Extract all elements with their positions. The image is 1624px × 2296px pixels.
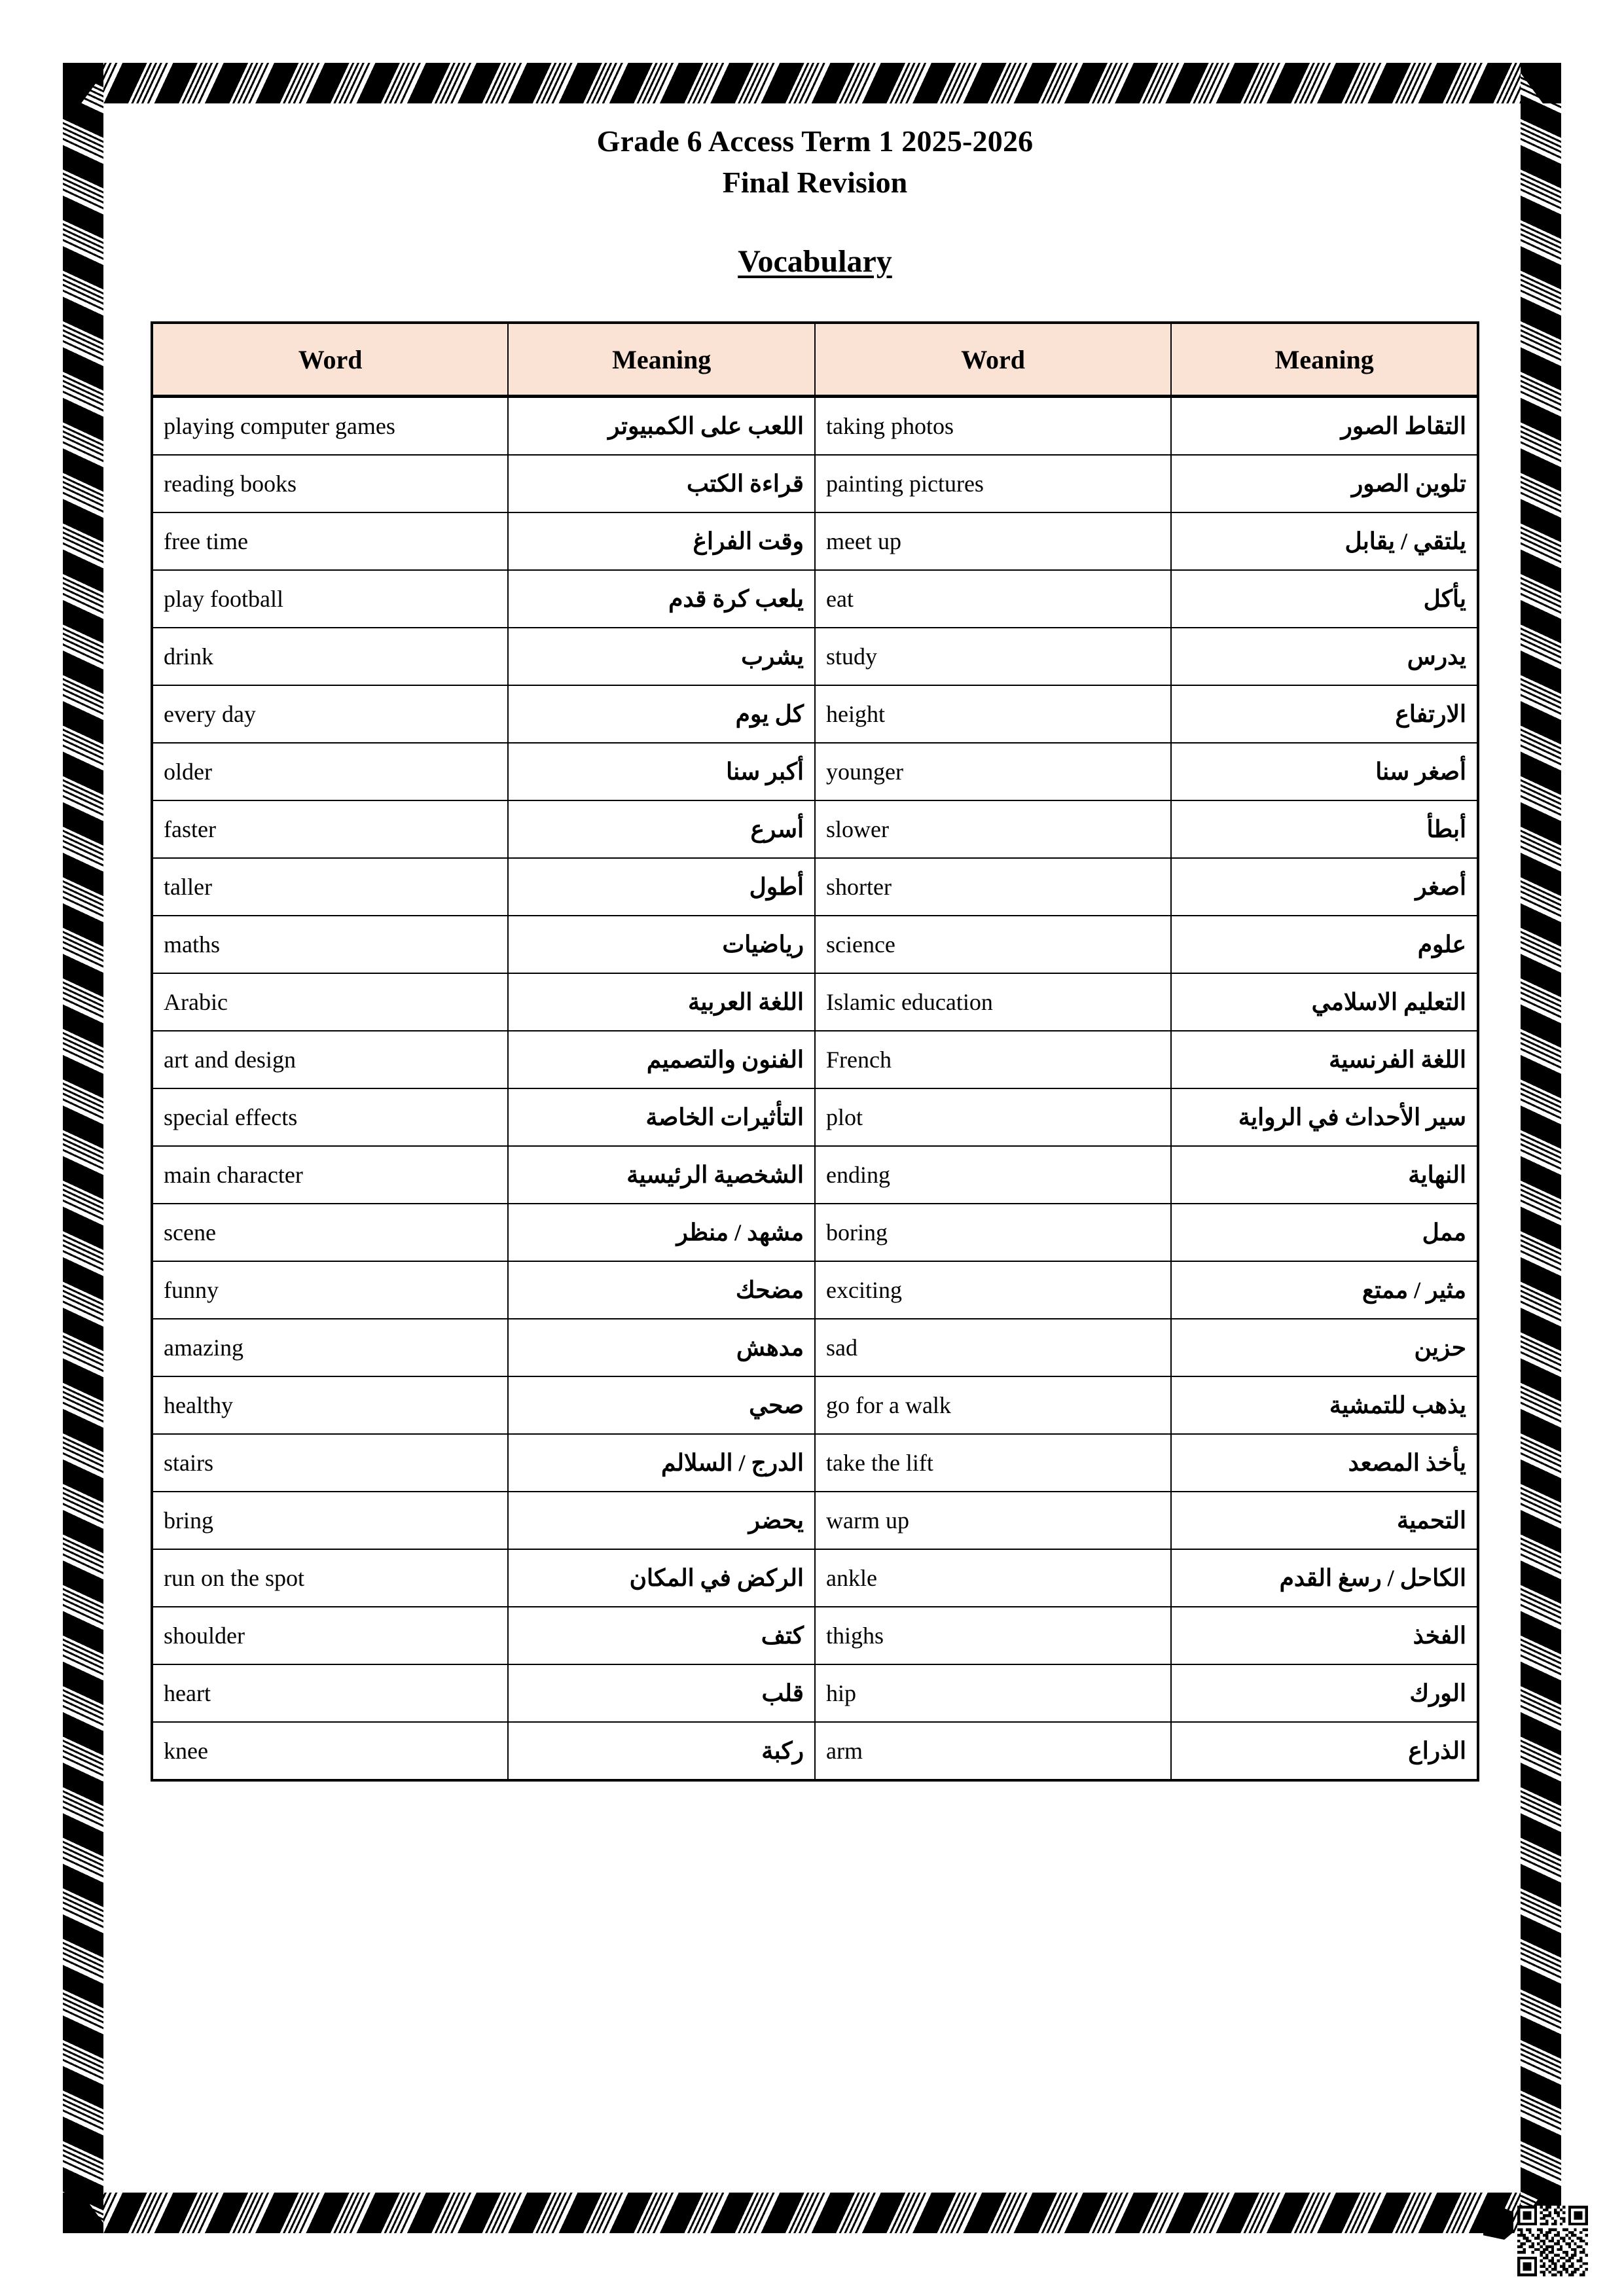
vocab-word-2: go for a walk bbox=[815, 1376, 1171, 1434]
table-row bbox=[152, 858, 1478, 916]
vocab-meaning-2: أبطأ bbox=[1171, 800, 1478, 858]
table-row bbox=[152, 1204, 1478, 1261]
vocab-word-2: exciting bbox=[815, 1261, 1171, 1319]
vocab-word-2: ending bbox=[815, 1146, 1171, 1204]
section-heading bbox=[151, 243, 1479, 279]
footer-qr-area bbox=[1483, 2206, 1588, 2284]
border-top bbox=[72, 63, 1552, 103]
vocab-meaning-2: يلتقي / يقابل bbox=[1171, 512, 1478, 570]
table-row bbox=[152, 1319, 1478, 1376]
vocab-word-2: shorter bbox=[815, 858, 1171, 916]
vocab-word-2: arm bbox=[815, 1722, 1171, 1780]
vocab-word-2: boring bbox=[815, 1204, 1171, 1261]
vocab-word-1: taller bbox=[152, 858, 508, 916]
vocab-meaning-2: يدرس bbox=[1171, 628, 1478, 685]
table-row bbox=[152, 1434, 1478, 1492]
vocab-meaning-1: أطول bbox=[508, 858, 815, 916]
vocab-word-1: art and design bbox=[152, 1031, 508, 1088]
vocab-word-2: height bbox=[815, 685, 1171, 743]
vocab-meaning-2: يأخذ المصعد bbox=[1171, 1434, 1478, 1492]
vocab-word-2: Islamic education bbox=[815, 973, 1171, 1031]
vocab-meaning-2: التعليم الاسلامي bbox=[1171, 973, 1478, 1031]
table-row bbox=[152, 1261, 1478, 1319]
table-row bbox=[152, 1492, 1478, 1549]
table-row bbox=[152, 973, 1478, 1031]
vocab-meaning-1: قراءة الكتب bbox=[508, 455, 815, 512]
vocab-word-2: meet up bbox=[815, 512, 1171, 570]
table-row bbox=[152, 1722, 1478, 1780]
vocab-word-1: stairs bbox=[152, 1434, 508, 1492]
column-header-word-1: Word bbox=[152, 323, 508, 397]
vocab-word-2: taking photos bbox=[815, 397, 1171, 456]
vocab-word-1: every day bbox=[152, 685, 508, 743]
vocab-meaning-2: يذهب للتمشية bbox=[1171, 1376, 1478, 1434]
border-corner-bottom-left bbox=[63, 2193, 103, 2233]
vocab-meaning-1: ركبة bbox=[508, 1722, 815, 1780]
vocab-meaning-2: الورك bbox=[1171, 1664, 1478, 1722]
vocab-meaning-2: سير الأحداث في الرواية bbox=[1171, 1088, 1478, 1146]
vocab-meaning-1: الدرج / السلالم bbox=[508, 1434, 815, 1492]
vocab-word-2: sad bbox=[815, 1319, 1171, 1376]
table-row bbox=[152, 743, 1478, 800]
table-row bbox=[152, 512, 1478, 570]
vocab-meaning-1: الشخصية الرئيسية bbox=[508, 1146, 815, 1204]
table-row bbox=[152, 1088, 1478, 1146]
vocab-meaning-1: الركض في المكان bbox=[508, 1549, 815, 1607]
vocab-meaning-1: التأثيرات الخاصة bbox=[508, 1088, 815, 1146]
vocab-word-1: bring bbox=[152, 1492, 508, 1549]
column-header-meaning-1: Meaning bbox=[508, 323, 815, 397]
vocab-meaning-1: الفنون والتصميم bbox=[508, 1031, 815, 1088]
vocab-word-1: playing computer games bbox=[152, 397, 508, 456]
table-row bbox=[152, 570, 1478, 628]
vocab-word-2: ankle bbox=[815, 1549, 1171, 1607]
vocab-meaning-2: النهاية bbox=[1171, 1146, 1478, 1204]
border-corner-top-left bbox=[63, 63, 103, 103]
vocab-meaning-2: ممل bbox=[1171, 1204, 1478, 1261]
table-row bbox=[152, 1607, 1478, 1664]
border-left bbox=[63, 63, 103, 2233]
vocab-meaning-1: صحي bbox=[508, 1376, 815, 1434]
vocab-word-1: Arabic bbox=[152, 973, 508, 1031]
vocab-word-2: study bbox=[815, 628, 1171, 685]
column-header-word-2: Word bbox=[815, 323, 1171, 397]
border-right bbox=[1521, 63, 1561, 2233]
vocab-word-1: maths bbox=[152, 916, 508, 973]
vocab-meaning-2: الارتفاع bbox=[1171, 685, 1478, 743]
vocab-word-1: faster bbox=[152, 800, 508, 858]
border-corner-top-right bbox=[1521, 63, 1561, 103]
vocab-word-1: older bbox=[152, 743, 508, 800]
vocab-meaning-2: اللغة الفرنسية bbox=[1171, 1031, 1478, 1088]
vocab-meaning-1: أكبر سنا bbox=[508, 743, 815, 800]
vocab-word-1: knee bbox=[152, 1722, 508, 1780]
vocab-meaning-1: اللغة العربية bbox=[508, 973, 815, 1031]
vocab-meaning-2: التحمية bbox=[1171, 1492, 1478, 1549]
vocab-meaning-2: علوم bbox=[1171, 916, 1478, 973]
vocab-meaning-2: مثير / ممتع bbox=[1171, 1261, 1478, 1319]
vocab-meaning-1: رياضيات bbox=[508, 916, 815, 973]
vocab-meaning-1: مضحك bbox=[508, 1261, 815, 1319]
document-subtitle: Final Revision bbox=[722, 165, 908, 199]
vocab-meaning-2: يأكل bbox=[1171, 570, 1478, 628]
vocab-word-1: healthy bbox=[152, 1376, 508, 1434]
border-bottom bbox=[72, 2193, 1552, 2233]
vocab-meaning-2: أصغر bbox=[1171, 858, 1478, 916]
vocab-meaning-2: التقاط الصور bbox=[1171, 397, 1478, 456]
table-row bbox=[152, 1146, 1478, 1204]
vocab-meaning-2: أصغر سنا bbox=[1171, 743, 1478, 800]
vocab-meaning-1: يشرب bbox=[508, 628, 815, 685]
table-row bbox=[152, 685, 1478, 743]
vocab-meaning-1: وقت الفراغ bbox=[508, 512, 815, 570]
vocab-word-2: thighs bbox=[815, 1607, 1171, 1664]
vocab-meaning-1: قلب bbox=[508, 1664, 815, 1722]
document-title: Grade 6 Access Term 1 2025-2026 bbox=[596, 124, 1034, 158]
vocab-word-2: science bbox=[815, 916, 1171, 973]
vocabulary-table bbox=[151, 321, 1479, 1782]
vocab-word-1: heart bbox=[152, 1664, 508, 1722]
vocab-meaning-2: الذراع bbox=[1171, 1722, 1478, 1780]
table-row bbox=[152, 916, 1478, 973]
qr-code[interactable] bbox=[1517, 2206, 1588, 2276]
document-body bbox=[151, 121, 1479, 1782]
vocab-word-2: warm up bbox=[815, 1492, 1171, 1549]
vocab-word-1: main character bbox=[152, 1146, 508, 1204]
table-row bbox=[152, 1031, 1478, 1088]
vocab-word-2: French bbox=[815, 1031, 1171, 1088]
vocab-meaning-2: حزين bbox=[1171, 1319, 1478, 1376]
vocab-word-2: hip bbox=[815, 1664, 1171, 1722]
vocab-word-2: painting pictures bbox=[815, 455, 1171, 512]
table-row bbox=[152, 1664, 1478, 1722]
table-row bbox=[152, 455, 1478, 512]
vocab-word-1: free time bbox=[152, 512, 508, 570]
vocab-word-2: take the lift bbox=[815, 1434, 1171, 1492]
vocab-meaning-1: كل يوم bbox=[508, 685, 815, 743]
vocab-word-2: eat bbox=[815, 570, 1171, 628]
table-row bbox=[152, 800, 1478, 858]
table-row bbox=[152, 1376, 1478, 1434]
vocab-word-2: younger bbox=[815, 743, 1171, 800]
vocab-meaning-1: مدهش bbox=[508, 1319, 815, 1376]
vocab-word-1: amazing bbox=[152, 1319, 508, 1376]
vocab-meaning-1: يحضر bbox=[508, 1492, 815, 1549]
vocab-word-2: slower bbox=[815, 800, 1171, 858]
vocab-word-1: shoulder bbox=[152, 1607, 508, 1664]
book-logo-icon bbox=[1483, 2208, 1513, 2240]
column-header-meaning-2: Meaning bbox=[1171, 323, 1478, 397]
vocab-meaning-1: كتف bbox=[508, 1607, 815, 1664]
vocab-word-1: drink bbox=[152, 628, 508, 685]
vocab-meaning-2: تلوين الصور bbox=[1171, 455, 1478, 512]
vocab-word-1: run on the spot bbox=[152, 1549, 508, 1607]
vocab-word-1: scene bbox=[152, 1204, 508, 1261]
table-row bbox=[152, 397, 1478, 456]
vocab-word-1: special effects bbox=[152, 1088, 508, 1146]
table-row bbox=[152, 1549, 1478, 1607]
vocab-word-1: funny bbox=[152, 1261, 508, 1319]
vocab-word-2: plot bbox=[815, 1088, 1171, 1146]
vocab-meaning-2: الكاحل / رسغ القدم bbox=[1171, 1549, 1478, 1607]
vocab-meaning-2: الفخذ bbox=[1171, 1607, 1478, 1664]
vocab-meaning-1: أسرع bbox=[508, 800, 815, 858]
table-row bbox=[152, 628, 1478, 685]
vocab-meaning-1: اللعب على الكمبيوتر bbox=[508, 397, 815, 456]
table-header-row bbox=[152, 323, 1478, 397]
vocab-word-1: reading books bbox=[152, 455, 508, 512]
vocab-word-1: play football bbox=[152, 570, 508, 628]
vocab-meaning-1: يلعب كرة قدم bbox=[508, 570, 815, 628]
vocab-meaning-1: مشهد / منظر bbox=[508, 1204, 815, 1261]
section-heading-text: Vocabulary bbox=[738, 244, 892, 279]
